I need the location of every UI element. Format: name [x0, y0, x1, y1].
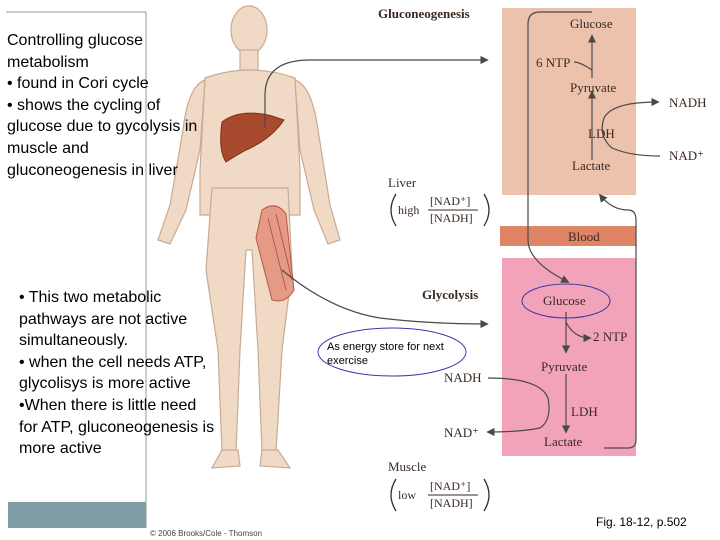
liver-lactate-label: Lactate — [572, 158, 611, 173]
bottom-text-block — [19, 287, 217, 460]
liver-nad-label: NAD⁺ — [669, 148, 705, 163]
liver-ratio-paren-right — [484, 194, 489, 226]
liver-organ-label: Liver — [388, 175, 417, 190]
liver-pathway-box — [502, 8, 636, 195]
liver-ratio-level: high — [398, 203, 420, 217]
muscle-pyruvate-label: Pyruvate — [541, 359, 588, 374]
muscle-ratio-paren-right — [484, 479, 489, 511]
decorative-bar — [8, 502, 146, 528]
glycolysis-title: Glycolysis — [422, 287, 479, 302]
bottom-text-line: • when the cell needs ATP, glycolisys is more active — [19, 353, 207, 393]
liver-ratio-denominator: [NADH] — [430, 211, 473, 225]
callout-text: As energy store for next exercise — [327, 341, 444, 367]
muscle-organ-label: Muscle — [388, 459, 427, 474]
bottom-text-line: •When there is little need for ATP, gluconeogenesis is more active — [19, 396, 215, 458]
muscle-ratio-paren-left — [391, 479, 396, 511]
top-text-line: • shows the cycling of glucose due to gycolysis in muscle and gluconeogenesis in liver — [7, 96, 198, 179]
liver-ratio-numerator: [NAD⁺] — [430, 194, 471, 208]
copyright-text: © 2006 Brooks/Cole - Thomson — [150, 529, 263, 538]
muscle-ratio-denominator: [NADH] — [430, 496, 473, 510]
muscle-ratio-numerator: [NAD⁺] — [430, 479, 471, 493]
liver-ldh-label: LDH — [588, 126, 615, 141]
top-text-line: Controlling glucose metabolism — [7, 32, 144, 71]
muscle-ntp-label: 2 NTP — [593, 329, 628, 344]
muscle-glucose-label: Glucose — [543, 293, 586, 308]
blood-label: Blood — [568, 229, 600, 244]
muscle-pathway-box — [502, 258, 636, 456]
top-text-block — [7, 30, 207, 181]
gluconeogenesis-title: Gluconeogenesis — [378, 6, 470, 21]
liver-ntp-label: 6 NTP — [536, 55, 571, 70]
bottom-text-line: • This two metabolic pathways are not active simultaneously. — [19, 289, 188, 350]
liver-pyruvate-label: Pyruvate — [570, 80, 617, 95]
top-text-line: • found in Cori cycle — [7, 75, 149, 93]
figure-reference: Fig. 18-12, p.502 — [596, 515, 687, 529]
liver-ratio-paren-left — [391, 194, 396, 226]
liver-nadh-label: NADH — [669, 95, 707, 110]
muscle-lactate-label: Lactate — [544, 434, 583, 449]
muscle-ratio-level: low — [398, 488, 416, 502]
muscle-nadh-label: NADH — [444, 370, 482, 385]
liver-glucose-label: Glucose — [570, 16, 613, 31]
muscle-nad-label: NAD⁺ — [444, 425, 480, 440]
muscle-ldh-label: LDH — [571, 404, 598, 419]
